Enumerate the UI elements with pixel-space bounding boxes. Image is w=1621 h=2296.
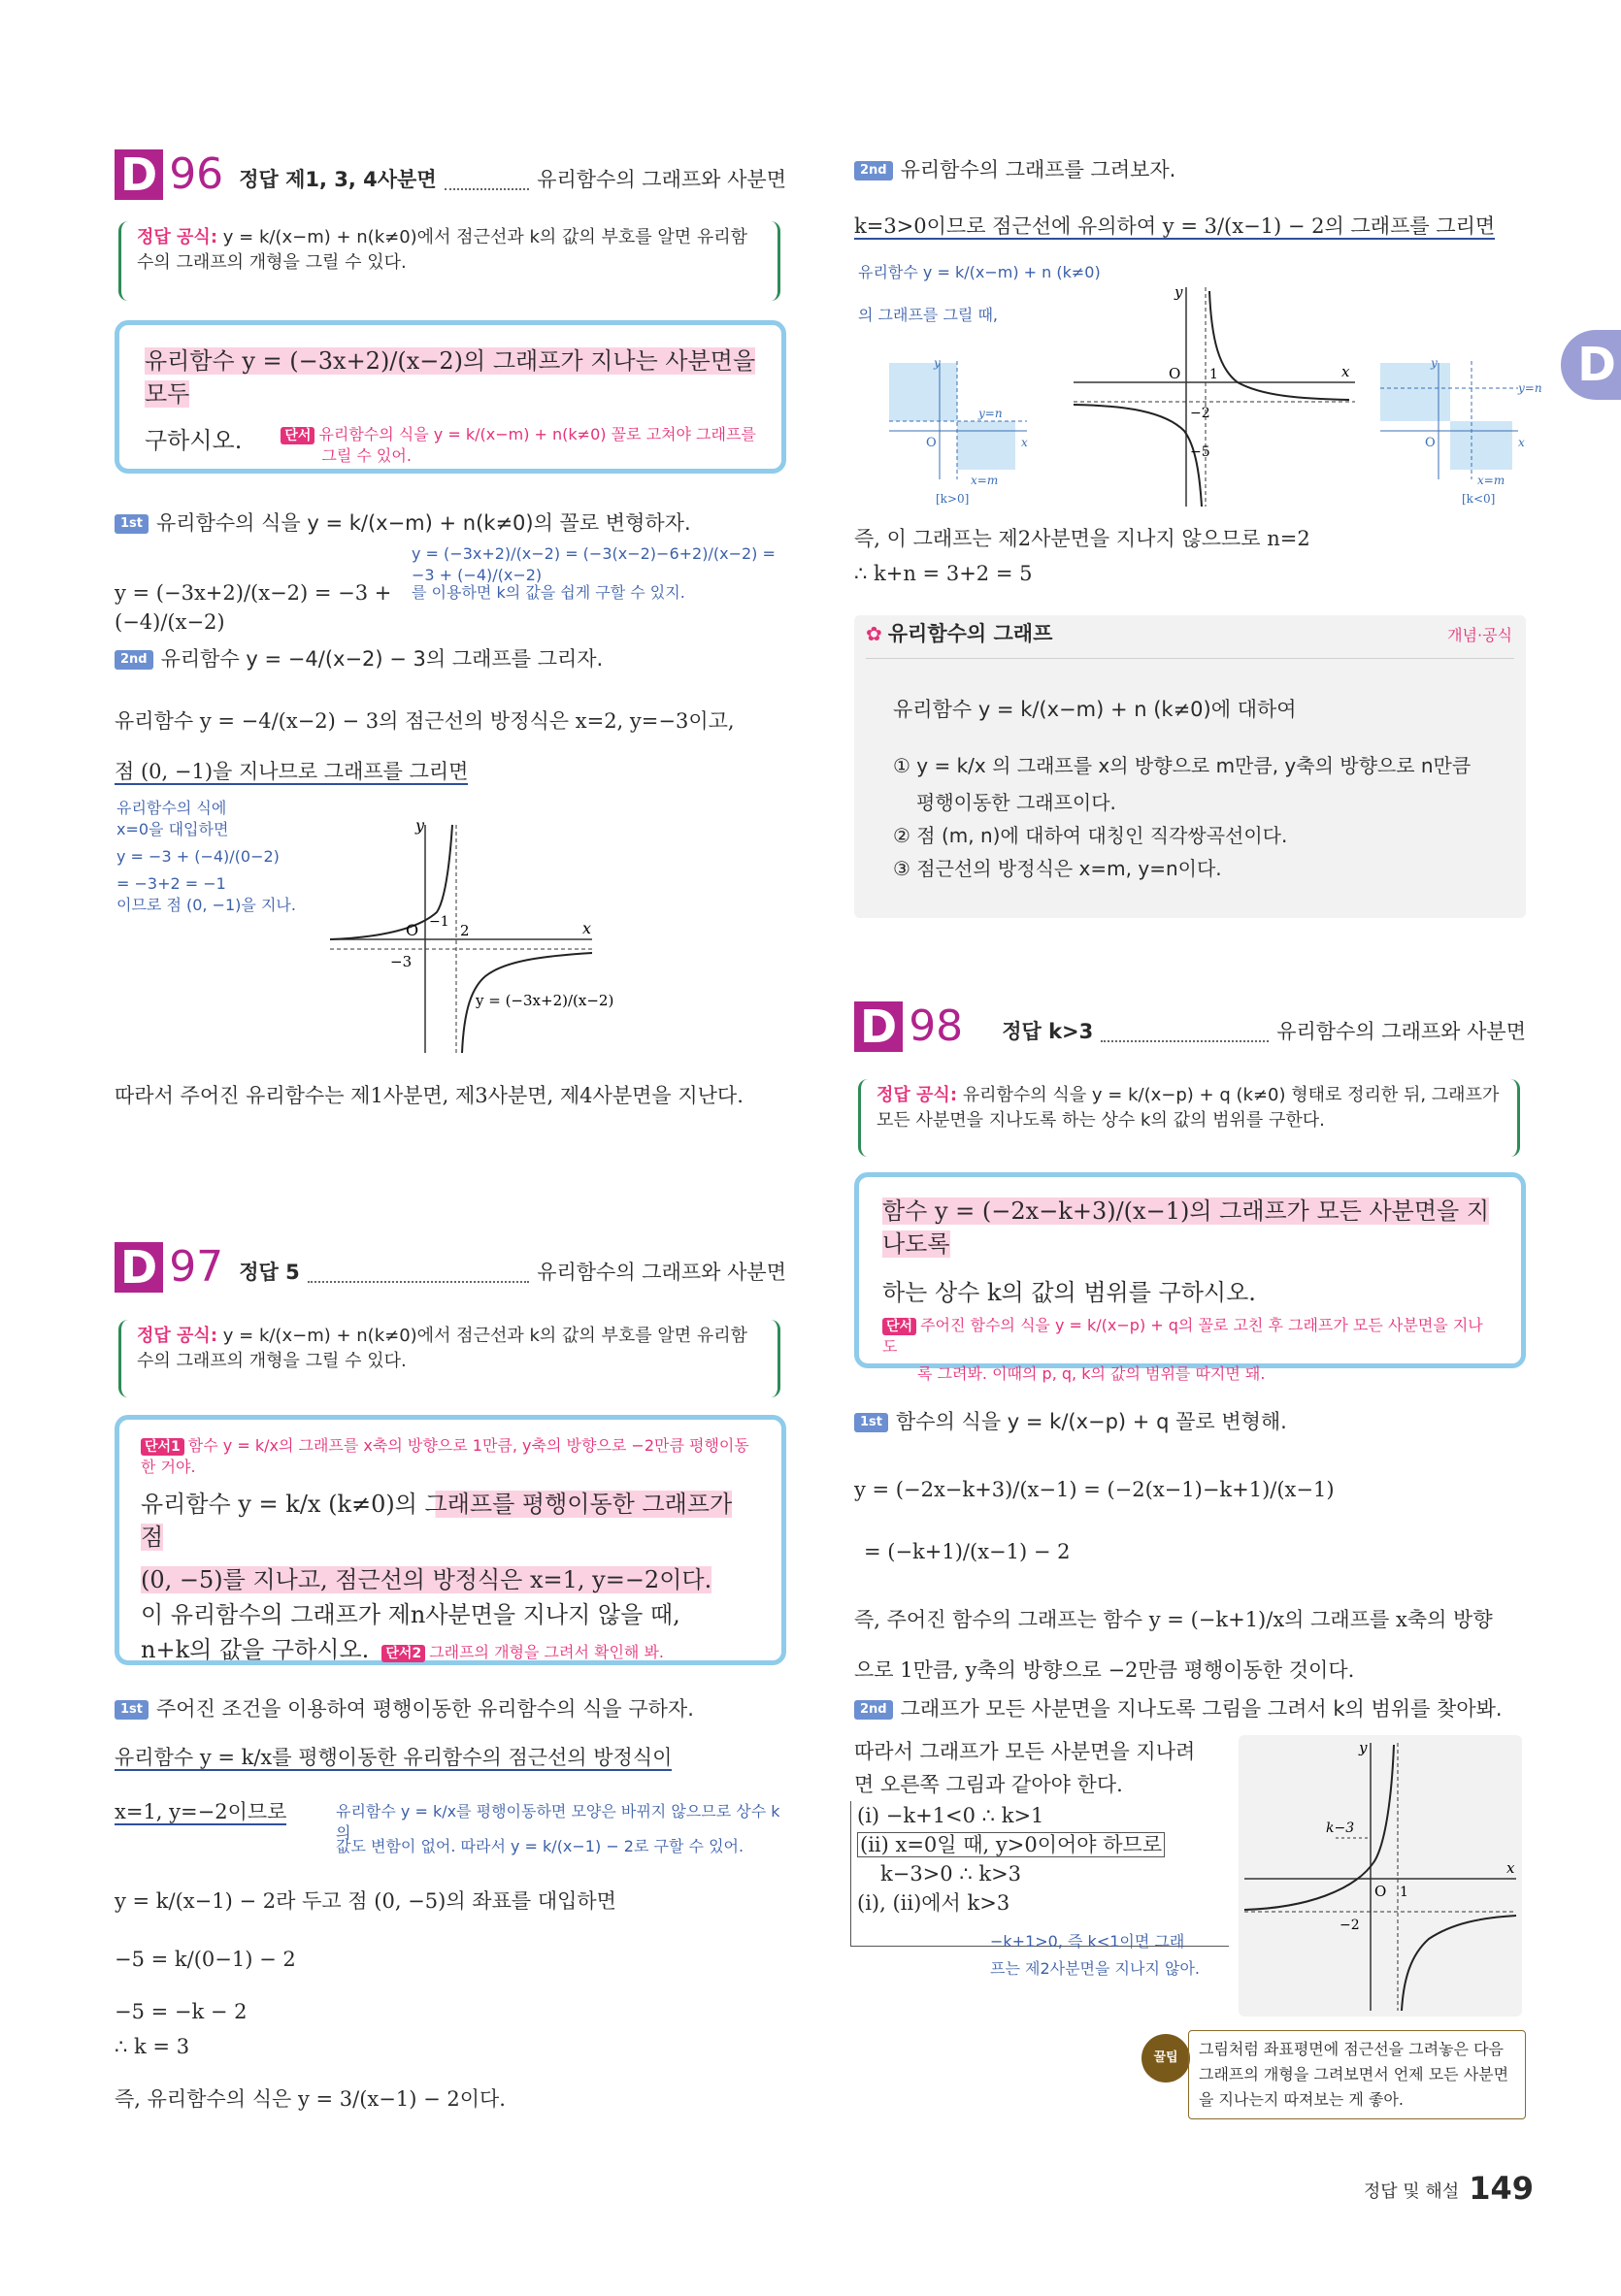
d96-step1-note2: 를 이용하면 k의 값을 쉽게 구할 수 있지. <box>412 583 685 602</box>
d98-cond2 <box>857 1830 1229 1859</box>
d96-label-x: x <box>582 919 592 937</box>
kneg-label-y: y <box>1431 356 1438 370</box>
d96-problem-box <box>115 320 786 474</box>
d98-step1-text: 함수의 식을 y = k/(x−p) + q 꼴로 변형해. <box>896 1410 1287 1433</box>
d96-step1 <box>115 508 786 538</box>
d98-eq2: = (−k+1)/(x−1) − 2 <box>864 1540 1071 1563</box>
d97-number: 97 <box>169 1242 224 1292</box>
concept-item2: ② 점 (m, n)에 대하여 대칭인 직각쌍곡선이다. <box>893 824 1288 847</box>
d97-problem-line2: (0, −5)를 지나고, 점근선의 방정식은 x=1, y=−2이다. <box>141 1566 712 1593</box>
d97-note3: 유리함수 y = k/(x−m) + n (k≠0) <box>858 263 1101 281</box>
d97-body3: y = k/(x−1) − 2라 두고 점 (0, −5)의 좌표를 대입하면 <box>115 1889 616 1913</box>
d97-topic: 유리함수의 그래프와 사분면 <box>537 1261 786 1284</box>
d98-step2-tag: 2nd <box>854 1700 893 1720</box>
d98-graph <box>1239 1735 1522 2017</box>
d97-hint2-tag: 단서2 <box>381 1645 425 1662</box>
d96-side-note-1: 유리함수의 식에 <box>116 799 227 817</box>
d98-note1: −k+1>0, 즉 k<1이면 그래 <box>990 1932 1185 1951</box>
d96-step1-text: 유리함수의 식을 y = k/(x−m) + n(k≠0)의 꼴로 변형하자. <box>156 511 691 535</box>
d97-step2-tag: 2nd <box>854 161 893 180</box>
footer <box>1340 2170 1534 2207</box>
main-label-o: O <box>1169 365 1181 382</box>
d96-hint-text: 유리함수의 식을 y = k/(x−m) + n(k≠0) 꼴로 고쳐야 그래프를 <box>318 425 756 443</box>
d97-graph-kpos <box>881 353 1037 508</box>
d98-step2 <box>854 1694 1526 1723</box>
d96-side-note-3: y = −3 + (−4)/(0−2) <box>116 847 280 866</box>
d98-formula-text: 유리함수의 식을 y = k/(x−p) + q (k≠0) 형태로 정리한 뒤, 그래프가 <box>962 1085 1500 1105</box>
d97-problem-line2-row <box>141 1563 760 1596</box>
flower-icon: ✿ <box>866 622 882 645</box>
page-number: 149 <box>1469 2170 1534 2207</box>
side-tab-letter: D <box>1577 338 1616 392</box>
tip-line3: 을 지나는지 따져보는 게 좋아. <box>1199 2090 1404 2109</box>
d97-note1: 유리함수 y = k/x를 평행이동하면 모양은 바뀌지 않으므로 상수 k의 <box>336 1802 780 1842</box>
d96-body1: 유리함수 y = −4/(x−2) − 3의 점근선의 방정식은 x=2, y=−3이고, <box>115 709 735 733</box>
d97-hint1-tag: 단서1 <box>141 1438 184 1456</box>
d96-problem-line1: 유리함수 y = (−3x+2)/(x−2)의 그래프가 지나는 사분면을 모두 <box>145 347 756 408</box>
d98-topic: 유리함수의 그래프와 사분면 <box>1276 1020 1526 1043</box>
d98-label-m2: −2 <box>1340 1918 1360 1933</box>
d97-eq1: −5 = k/(0−1) − 2 <box>115 1948 296 1971</box>
d97-problem-box <box>115 1415 786 1665</box>
d96-label-curve: y = (−3x+2)/(x−2) <box>476 992 614 1009</box>
d98-cond1: (i) −k+1<0 ∴ k>1 <box>857 1804 1044 1827</box>
main-label-x: x <box>1341 363 1350 380</box>
main-label-m2: −2 <box>1190 406 1210 421</box>
concept-item3: ③ 점근선의 방정식은 x=m, y=n이다. <box>893 857 1222 880</box>
d98-problem-line2: 하는 상수 k의 값의 범위를 구하시오. <box>882 1279 1256 1306</box>
d96-label-m1: −1 <box>429 914 449 930</box>
d97-body1-text: 유리함수 y = k/x를 평행이동한 유리함수의 점근선의 방정식이 <box>115 1746 673 1769</box>
d98-curve-left <box>1244 1745 1394 1910</box>
d97-formula-text2: 수의 그래프의 개형을 그릴 수 있다. <box>137 1351 407 1371</box>
d97-step1-text: 주어진 조건을 이용하여 평행이동한 유리함수의 식을 구하자. <box>156 1697 694 1721</box>
d96-step2 <box>115 644 786 673</box>
d98-cond-box <box>850 1801 1229 1947</box>
d98-formula-text2: 모든 사분면을 지나도록 하는 상수 k의 값의 범위를 구한다. <box>877 1110 1325 1131</box>
main-label-1: 1 <box>1209 367 1218 382</box>
d98-curve-right <box>1402 1916 1516 2011</box>
concept-header <box>866 619 1052 648</box>
d96-label-m3: −3 <box>390 953 413 970</box>
d96-step1-note: y = (−3x+2)/(x−2) = (−3(x−2)−6+2)/(x−2) = −3 + (−4)/(x−2) <box>412 544 776 584</box>
d97-problem-line4: n+k의 값을 구하시오. <box>141 1636 370 1663</box>
d97-hint2-text: 그래프의 개형을 그려서 확인해 봐. <box>429 1643 665 1661</box>
d96-graph <box>320 815 614 1058</box>
d98-label-o: O <box>1374 1883 1387 1900</box>
d98-body1: 즉, 주어진 함수의 그래프는 함수 y = (−k+1)/x의 그래프를 x축의 방향 <box>854 1608 1493 1631</box>
d98-label-y: y <box>1359 1739 1368 1756</box>
d96-step1-tag: 1st <box>115 514 149 534</box>
d98-number: 98 <box>909 1001 964 1051</box>
d98-body2: 으로 1만큼, y축의 방향으로 −2만큼 평행이동한 것이다. <box>854 1658 1355 1682</box>
d98-answer: 정답 k>3 <box>1002 1020 1094 1043</box>
d98-dotline <box>1101 1040 1269 1042</box>
d98-label-x: x <box>1506 1859 1515 1877</box>
d96-side-note-4: = −3+2 = −1 <box>116 874 226 893</box>
d97-problem-line3: 이 유리함수의 그래프가 제n사분면을 지나지 않을 때, <box>141 1601 680 1628</box>
d96-side-note <box>116 798 330 916</box>
d96-formula-text2: 수의 그래프의 개형을 그릴 수 있다. <box>137 252 407 273</box>
d98-step1-tag: 1st <box>854 1413 888 1432</box>
d98-note2: 프는 제2사분면을 지나지 않아. <box>990 1959 1200 1978</box>
tip-line1: 그림처럼 좌표평면에 점근선을 그려놓은 다음 <box>1199 2040 1505 2058</box>
d97-body6: 즉, 이 그래프는 제2사분면을 지나지 않으므로 n=2 <box>854 527 1310 550</box>
d98-label-1: 1 <box>1400 1885 1408 1900</box>
d98-tag: D <box>854 1001 903 1052</box>
kneg-label-yn: y=n <box>1518 381 1542 395</box>
d97-note4: 의 그래프를 그릴 때, <box>858 306 998 324</box>
concept-title: 유리함수의 그래프 <box>887 622 1053 645</box>
d96-step2-text: 유리함수 y = −4/(x−2) − 3의 그래프를 그리자. <box>160 647 604 671</box>
d97-eq3: ∴ k = 3 <box>115 2035 190 2058</box>
tip-line2: 그래프의 개형을 그려보면서 언제 모든 사분면 <box>1199 2065 1509 2083</box>
d96-dotline <box>445 188 530 190</box>
d98-hint-text: 주어진 함수의 식을 y = k/(x−p) + q의 꼴로 고친 후 그래프가 모든 사분면을 지나도 <box>882 1316 1483 1356</box>
d97-body5 <box>854 212 1524 241</box>
kpos-label-y: y <box>934 356 941 370</box>
d97-body4: 즉, 유리함수의 식은 y = 3/(x−1) − 2이다. <box>115 2087 506 2111</box>
concept-item1b: 평행이동한 그래프이다. <box>916 791 1116 814</box>
d98-formula <box>858 1079 1520 1157</box>
kneg-label-xm: x=m <box>1477 474 1505 487</box>
d96-tag: D <box>115 149 163 200</box>
d97-step1 <box>115 1694 786 1723</box>
d96-body2 <box>115 757 794 786</box>
d97-body5-text: k=3>0이므로 점근선에 유의하여 y = 3/(x−1) − 2의 그래프를 그리면 <box>854 214 1496 238</box>
d96-header <box>115 146 786 200</box>
concept-divider <box>866 658 1514 659</box>
d98-cond3: k−3>0 ∴ k>3 <box>880 1862 1022 1886</box>
d96-step1-eq: y = (−3x+2)/(x−2) = −3 + (−4)/(x−2) <box>115 581 392 634</box>
kneg-label-x: x <box>1518 436 1525 449</box>
kpos-label-o: O <box>926 436 937 450</box>
d97-body2 <box>115 1797 328 1826</box>
kpos-label-yn: y=n <box>978 407 1003 420</box>
main-curve-left <box>1074 405 1202 507</box>
d98-hint-text2: 록 그려봐. 이때의 p, q, k의 값의 범위를 따지면 돼. <box>917 1364 1266 1383</box>
d96-number: 96 <box>169 149 224 199</box>
d98-step1 <box>854 1407 1526 1436</box>
d96-formula-text: y = k/(x−m) + n(k≠0)에서 점근선과 k의 값의 부호를 알면 유리함 <box>222 227 748 247</box>
d96-step2-tag: 2nd <box>115 650 153 670</box>
d97-problem-line1-row <box>141 1488 760 1554</box>
d97-answer: 정답 5 <box>239 1261 300 1284</box>
d97-eq2: −5 = −k − 2 <box>115 2000 248 2023</box>
kpos-label-k: [k>0] <box>936 492 970 506</box>
kneg-shade-1 <box>1380 363 1450 421</box>
d97-header <box>115 1238 786 1293</box>
d98-label-km3: k−3 <box>1326 1820 1355 1836</box>
d97-problem-line4-row <box>141 1633 760 1666</box>
kpos-shade-1 <box>889 363 957 421</box>
d96-topic: 유리함수의 그래프와 사분면 <box>537 168 786 191</box>
d97-note2: 값도 변함이 없어. 따라서 y = k/(x−1) − 2로 구할 수 있어. <box>336 1837 744 1855</box>
tip-badge: 꿀팁 <box>1141 2034 1190 2083</box>
d98-problem-line1: 함수 y = (−2x−k+3)/(x−1)의 그래프가 모든 사분면을 지나도록 <box>882 1197 1490 1258</box>
d98-formula-label: 정답 공식: <box>877 1085 958 1105</box>
concept-item1: ① y = k/x 의 그래프를 x의 방향으로 m만큼, y축의 방향으로 n만큼 <box>893 754 1472 777</box>
d97-body7: ∴ k+n = 3+2 = 5 <box>854 562 1033 585</box>
d98-cond2-text: (ii) x=0일 때, y>0이어야 하므로 <box>857 1832 1165 1857</box>
d97-tag: D <box>115 1242 163 1293</box>
d97-problem-line1: 유리함수 y = k/x (k≠0)의 그래프를 평행이동한 그래프가 점 <box>141 1491 733 1551</box>
d97-formula <box>118 1320 780 1397</box>
d98-step2-text: 그래프가 모든 사분면을 지나도록 그림을 그려서 k의 범위를 찾아봐. <box>900 1697 1503 1721</box>
footer-label: 정답 및 해설 <box>1363 2181 1460 2202</box>
d97-step2 <box>854 155 1524 184</box>
main-label-y: y <box>1174 283 1183 301</box>
tip-box <box>1188 2030 1526 2119</box>
d96-problem-line2: 구하시오. <box>145 427 243 454</box>
kneg-label-k: [k<0] <box>1462 492 1496 506</box>
kpos-label-xm: x=m <box>971 474 999 487</box>
d97-step2-text: 유리함수의 그래프를 그려보자. <box>900 158 1176 181</box>
d96-hint-tag: 단서 <box>281 427 314 444</box>
d98-header <box>854 998 1526 1052</box>
d96-label-o: O <box>406 921 419 939</box>
d96-body2-text: 점 (0, −1)을 지나므로 그래프를 그리면 <box>115 760 469 783</box>
d96-label-2: 2 <box>460 922 470 939</box>
kneg-label-o: O <box>1425 436 1436 450</box>
concept-tag: 개념·공식 <box>1447 626 1512 644</box>
d96-formula-label: 정답 공식: <box>137 227 218 247</box>
d96-answer: 정답 제1, 3, 4사분면 <box>239 168 437 191</box>
d98-cond4: (i), (ii)에서 k>3 <box>857 1891 1010 1915</box>
d96-label-y: y <box>415 816 425 835</box>
d97-formula-label: 정답 공식: <box>137 1326 218 1346</box>
concept-intro: 유리함수 y = k/(x−m) + n (k≠0)에 대하여 <box>893 698 1297 721</box>
d97-body2-text: x=1, y=−2이므로 <box>115 1800 287 1823</box>
kpos-shade-2 <box>957 421 1015 470</box>
d96-side-note-5: 이므로 점 (0, −1)을 지나. <box>116 896 296 914</box>
d98-body4: 면 오른쪽 그림과 같아야 한다. <box>854 1773 1123 1796</box>
main-label-m5: −5 <box>1190 444 1210 460</box>
d97-step1-tag: 1st <box>115 1700 149 1720</box>
main-curve-right <box>1209 291 1349 400</box>
d96-formula <box>118 221 780 301</box>
d98-body3: 따라서 그래프가 모든 사분면을 지나려 <box>854 1740 1196 1763</box>
d98-problem-box <box>854 1172 1526 1383</box>
d96-hint-text2: 그릴 수 있어. <box>321 446 412 465</box>
d98-eq1: y = (−2x−k+3)/(x−1) = (−2(x−1)−k+1)/(x−1) <box>854 1478 1335 1501</box>
kneg-shade-2 <box>1450 421 1512 470</box>
d97-hint1-text: 함수 y = k/x의 그래프를 x축의 방향으로 1만큼, y축의 방향으로 −2만큼 평행이동한 거야. <box>141 1436 749 1476</box>
d96-side-note-2: x=0을 대입하면 <box>116 820 229 838</box>
d98-hint-tag: 단서 <box>882 1318 916 1335</box>
d97-dotline <box>308 1281 530 1283</box>
d97-body1 <box>115 1743 794 1772</box>
d97-graph-kneg <box>1373 353 1542 508</box>
d97-formula-text: y = k/(x−m) + n(k≠0)에서 점근선과 k의 값의 부호를 알면 유리함 <box>222 1326 748 1346</box>
kpos-label-x: x <box>1021 436 1028 449</box>
d97-graph-main <box>1068 281 1359 514</box>
d96-conclusion: 따라서 주어진 유리함수는 제1사분면, 제3사분면, 제4사분면을 지난다. <box>115 1084 744 1107</box>
concept-box <box>854 615 1526 918</box>
